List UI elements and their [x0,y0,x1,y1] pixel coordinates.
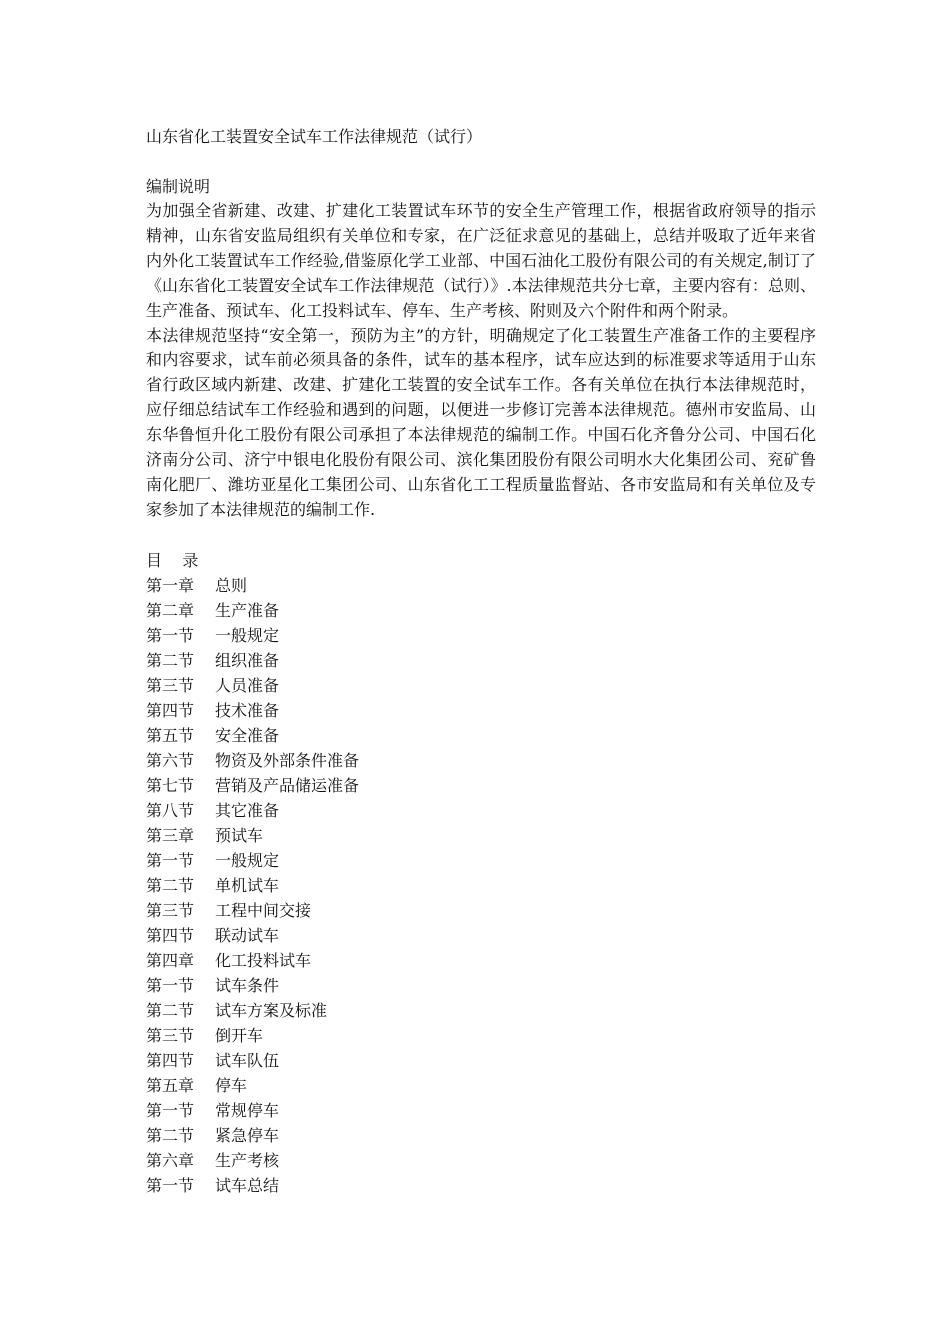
preface-paragraph-2: 本法律规范坚持“安全第一，预防为主”的方针，明确规定了化工装置生产准备工作的主要程序和内容要求，试车前必须具备的条件，试车的基本程序，试车应达到的标准要求等适用于山东省行政区域内新建、改建、扩建化工装置的安全试车工作。各有关单位在执行本法律规范时，应仔细总结试车工作经验和遇到的问题，以便进一步修订完善本法律规范。德州市安监局、山东华鲁恒升化工股份有限公司承担了本法律规范的编制工作。中国石化齐鲁分公司、中国石化济南分公司、济宁中银电化股份有限公司、滨化集团股份有限公司明水大化集团公司、兖矿鲁南化肥厂、潍坊亚星化工集团公司、山东省化工工程质量监督站、各市安监局和有关单位及专家参加了本法律规范的编制工作. [146,325,816,519]
toc-entry-text: 试车条件 [215,975,280,995]
toc-entry [146,1048,816,1073]
toc-entry [146,998,816,1023]
toc-entry [146,1098,816,1123]
toc-entry-number: 第二节 [146,650,195,670]
toc-entry-number: 第四节 [146,700,195,720]
toc-entry [146,723,816,748]
toc-entry [146,698,816,723]
toc-entry-text: 技术准备 [215,700,280,720]
document-title: 山东省化工装置安全试车工作法律规范（试行） [146,127,483,146]
toc-entry-text: 倒开车 [215,1025,264,1045]
toc-entry [146,773,816,798]
toc-entry-text: 试车队伍 [215,1050,280,1070]
toc-entry-number: 第四章 [146,950,195,970]
toc-entry-text: 组织准备 [215,650,280,670]
toc-entry-text: 其它准备 [215,800,280,820]
toc-entry-number: 第二节 [146,875,195,895]
toc-entry-text: 安全准备 [215,725,280,745]
toc-entry-text: 人员准备 [215,675,280,695]
toc-entry [146,648,816,673]
toc-entry [146,573,816,598]
toc-entry-text: 一般规定 [215,625,280,645]
toc-entry-number: 第五节 [146,725,195,745]
toc-entry-number: 第五章 [146,1075,195,1095]
toc-entry-number: 第一节 [146,850,195,870]
toc-entry-number: 第六节 [146,750,195,770]
toc-entry [146,923,816,948]
toc-entry-number: 第一节 [146,625,195,645]
toc-entry-number: 第三节 [146,675,195,695]
toc-entry-number: 第八节 [146,800,195,820]
toc-entry [146,1148,816,1173]
toc-entry [146,748,816,773]
toc-entry [146,598,816,623]
toc-entry [146,898,816,923]
toc-entry-number: 第三节 [146,1025,195,1045]
toc-entry [146,973,816,998]
toc-entry [146,1173,816,1198]
toc-entry-text: 预试车 [215,825,264,845]
toc-entry [146,948,816,973]
preface-paragraph-1: 为加强全省新建、改建、扩建化工装置试车环节的安全生产管理工作，根据省政府领导的指示精神，山东省安监局组织有关单位和专家，在广泛征求意见的基础上，总结并吸取了近年来省内外化工装置试车工作经验,借鉴原化学工业部、中国石油化工股份有限公司的有关规定,制订了《山东省化工装置安全试车工作法律规范（试行）》.本法律规范共分七章，主要内容有：总则、生产准备、预试车、化工投料试车、停车、生产考核、附则及六个附件和两个附录。 [146,201,816,320]
toc-entry-text: 营销及产品储运准备 [215,775,360,795]
toc-entry-text: 单机试车 [215,875,280,895]
preface-heading: 编制说明 [146,177,211,196]
toc-entry-text: 工程中间交接 [215,900,312,920]
toc-entry [146,873,816,898]
toc-entry [146,673,816,698]
document-page [146,124,816,1198]
toc-entry-number: 第四节 [146,925,195,945]
toc-entry-number: 第七节 [146,775,195,795]
toc-entry-number: 第四节 [146,1050,195,1070]
toc-title: 目 录 [146,550,199,570]
toc-entry-text: 生产考核 [215,1150,280,1170]
toc-entry-number: 第一节 [146,1175,195,1195]
toc-entry-number: 第三章 [146,825,195,845]
toc-entry-text: 停车 [215,1075,248,1095]
toc-entry-number: 第二节 [146,1000,195,1020]
toc-entry-text: 化工投料试车 [215,950,312,970]
blank-line [146,523,816,548]
table-of-contents [146,573,816,1198]
blank-line [146,149,816,174]
toc-entry [146,823,816,848]
toc-entry [146,848,816,873]
toc-entry-text: 一般规定 [215,850,280,870]
toc-entry [146,1023,816,1048]
toc-entry-text: 试车方案及标准 [215,1000,328,1020]
toc-entry-text: 联动试车 [215,925,280,945]
toc-entry [146,1073,816,1098]
toc-entry-text: 试车总结 [215,1175,280,1195]
toc-entry-text: 常规停车 [215,1100,280,1120]
toc-entry-number: 第二章 [146,600,195,620]
toc-entry-number: 第一节 [146,1100,195,1120]
toc-entry [146,1123,816,1148]
toc-entry-text: 总则 [215,575,248,595]
toc-entry-number: 第二节 [146,1125,195,1145]
toc-entry [146,798,816,823]
toc-entry-number: 第三节 [146,900,195,920]
toc-entry-number: 第一节 [146,975,195,995]
toc-entry-text: 生产准备 [215,600,280,620]
toc-entry-text: 紧急停车 [215,1125,280,1145]
toc-entry [146,623,816,648]
toc-entry-number: 第一章 [146,575,195,595]
toc-entry-number: 第六章 [146,1150,195,1170]
toc-entry-text: 物资及外部条件准备 [215,750,360,770]
